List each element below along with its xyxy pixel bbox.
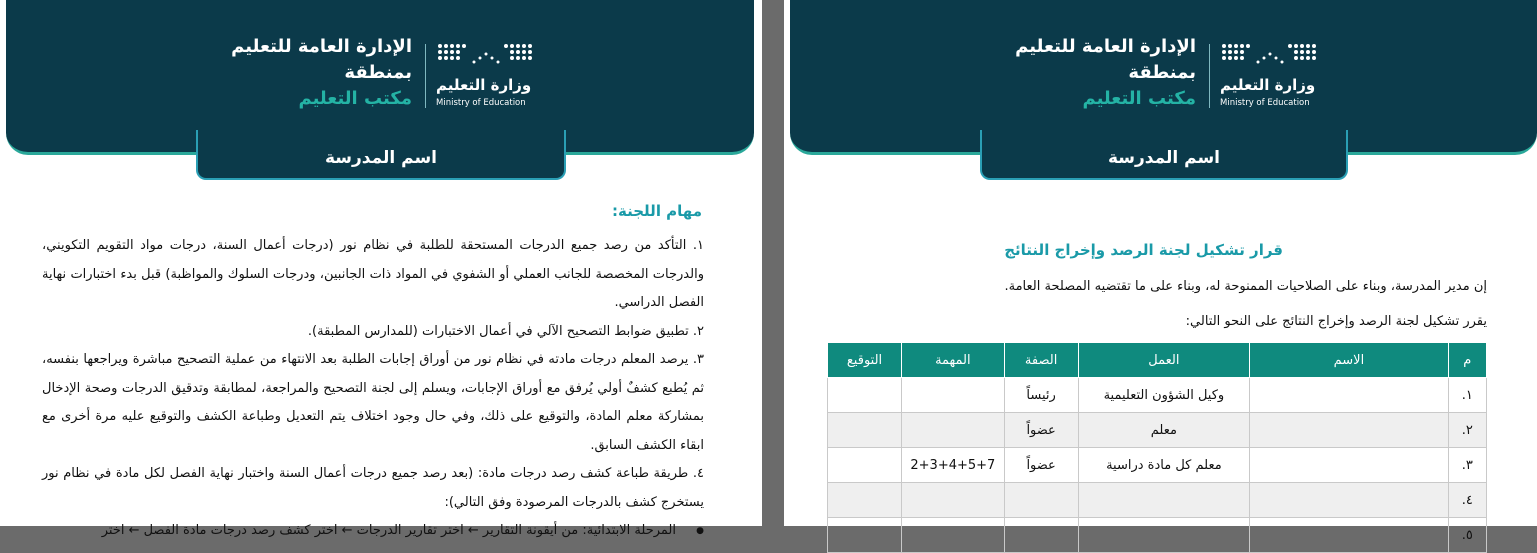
table-cell: عضواً	[1004, 448, 1078, 483]
table-cell	[828, 518, 902, 553]
table-cell	[902, 483, 1005, 518]
logo-english-text: Ministry of Education	[436, 98, 526, 108]
school-name-tab: اسم المدرسة	[196, 130, 566, 180]
table-row	[828, 448, 1487, 483]
list-item: ٤. طريقة طباعة كشف رصد درجات مادة: (بعد رصد جميع درجات أعمال السنة واختبار نهاية الفصل لكل مادة في نظام نور يستخرج كشف بالدرجات المرصودة وفق التالي):	[42, 466, 704, 510]
header-line1: الإدارة العامة للتعليم	[1015, 36, 1196, 57]
logo-dots-icon	[1218, 40, 1318, 74]
table-cell	[902, 378, 1005, 413]
col-header-task: المهمة	[902, 343, 1005, 378]
table-cell	[1250, 518, 1448, 553]
logo-divider	[425, 44, 426, 108]
table-cell	[828, 378, 902, 413]
list-item: ١. التأكد من رصد جميع الدرجات المستحقة للطلبة في نظام نور (درجات أعمال السنة، درجات مواد التقويم التكويني، والدرجات المخصصة للجانب العملي أو الشفوي في المواد ذات الجانبين، ودرجات السلوك والمواظبة) قبل بدء اختبارات نهاية الفصل الدراسي.	[42, 238, 704, 310]
logo-divider	[1209, 44, 1210, 108]
table-cell: وكيل الشؤون التعليمية	[1078, 378, 1250, 413]
table-cell	[1250, 413, 1448, 448]
table-cell: ٥.	[1448, 518, 1486, 553]
decision-title: قرار تشكيل لجنة الرصد وإخراج النتائج	[1004, 241, 1283, 259]
logo-dots-icon	[434, 40, 534, 74]
table-cell	[902, 413, 1005, 448]
table-cell	[1078, 483, 1250, 518]
logo-english-text: Ministry of Education	[1220, 98, 1310, 108]
logo-arabic-text: وزارة التعليم	[436, 76, 532, 94]
header-line2: بمنطقة	[344, 62, 412, 83]
ministry-logo	[1218, 40, 1318, 110]
list-item: ٣. يرصد المعلم درجات مادته في نظام نور من أوراق إجابات الطلبة بعد الانتهاء من عملية التصحيح مباشرة ويراجعها بنفسه، ثم يُطبع كشفٌ أولي يُرفق مع أوراق الإجابات، ويسلم إلى لجنة التصحيح والمراجعة، لمطابقة وتدقيق الدرجات وصحة الإدخال بمشاركة معلم المادة، والتوقيع على ذلك، وفي حال وجود اختلاف يتم التعديل وطباعة الكشف والتوقيع عليه مرة أخرى مع ابقاء الكشف السابق.	[42, 352, 704, 453]
table-cell: 2+3+4+5+7	[902, 448, 1005, 483]
header-line2: بمنطقة	[1128, 62, 1196, 83]
tasks-list	[42, 232, 704, 546]
col-header-job: العمل	[1078, 343, 1250, 378]
header-line1: الإدارة العامة للتعليم	[231, 36, 412, 57]
table-row	[828, 378, 1487, 413]
logo-arabic-text: وزارة التعليم	[1220, 76, 1316, 94]
table-row	[828, 483, 1487, 518]
decision-paragraph: يقرر تشكيل لجنة الرصد وإخراج النتائج على النحو التالي:	[1185, 314, 1487, 329]
col-header-signature: التوقيع	[828, 343, 902, 378]
col-header-name: الاسم	[1250, 343, 1448, 378]
header-text	[956, 34, 1196, 112]
document-page-left	[0, 0, 762, 538]
table-cell	[1250, 483, 1448, 518]
table-header-row	[828, 343, 1487, 378]
table-cell	[1250, 448, 1448, 483]
table-cell: ٣.	[1448, 448, 1486, 483]
header-line3: مكتب التعليم	[298, 88, 412, 109]
header-line3: مكتب التعليم	[1082, 88, 1196, 109]
table-cell	[828, 448, 902, 483]
table-cell: ٤.	[1448, 483, 1486, 518]
table-cell	[1004, 483, 1078, 518]
intro-paragraph: إن مدير المدرسة، وبناء على الصلاحيات الممنوحة له، وبناء على ما تقتضيه المصلحة العامة.	[1004, 279, 1487, 294]
table-cell: ١.	[1448, 378, 1486, 413]
table-cell: معلم	[1078, 413, 1250, 448]
table-cell: رئيساً	[1004, 378, 1078, 413]
table-cell: ٢.	[1448, 413, 1486, 448]
table-cell	[902, 518, 1005, 553]
list-item: ٢. تطبيق ضوابط التصحيح الآلي في أعمال الاختبارات (للمدارس المطبقة).	[307, 323, 704, 339]
col-header-index: م	[1448, 343, 1486, 378]
ministry-logo	[434, 40, 534, 110]
table-cell	[1250, 378, 1448, 413]
document-page-right	[784, 0, 1537, 543]
committee-table	[827, 342, 1487, 553]
header-text	[172, 34, 412, 112]
table-row	[828, 518, 1487, 553]
list-item: ● المرحلة الابتدائية: من أيقونة التقارير ← اختر تقارير الدرجات ← اختر كشف رصد درجات مادة الفصل ← اختر	[42, 517, 704, 546]
school-name-tab: اسم المدرسة	[980, 130, 1348, 180]
col-header-role: الصفة	[1004, 343, 1078, 378]
table-cell	[1078, 518, 1250, 553]
table-row	[828, 413, 1487, 448]
table-cell	[828, 413, 902, 448]
table-cell	[1004, 518, 1078, 553]
committee-tasks-title: مهام اللجنة:	[612, 202, 702, 220]
table-cell: معلم كل مادة دراسية	[1078, 448, 1250, 483]
table-cell	[828, 483, 902, 518]
table-cell: عضواً	[1004, 413, 1078, 448]
